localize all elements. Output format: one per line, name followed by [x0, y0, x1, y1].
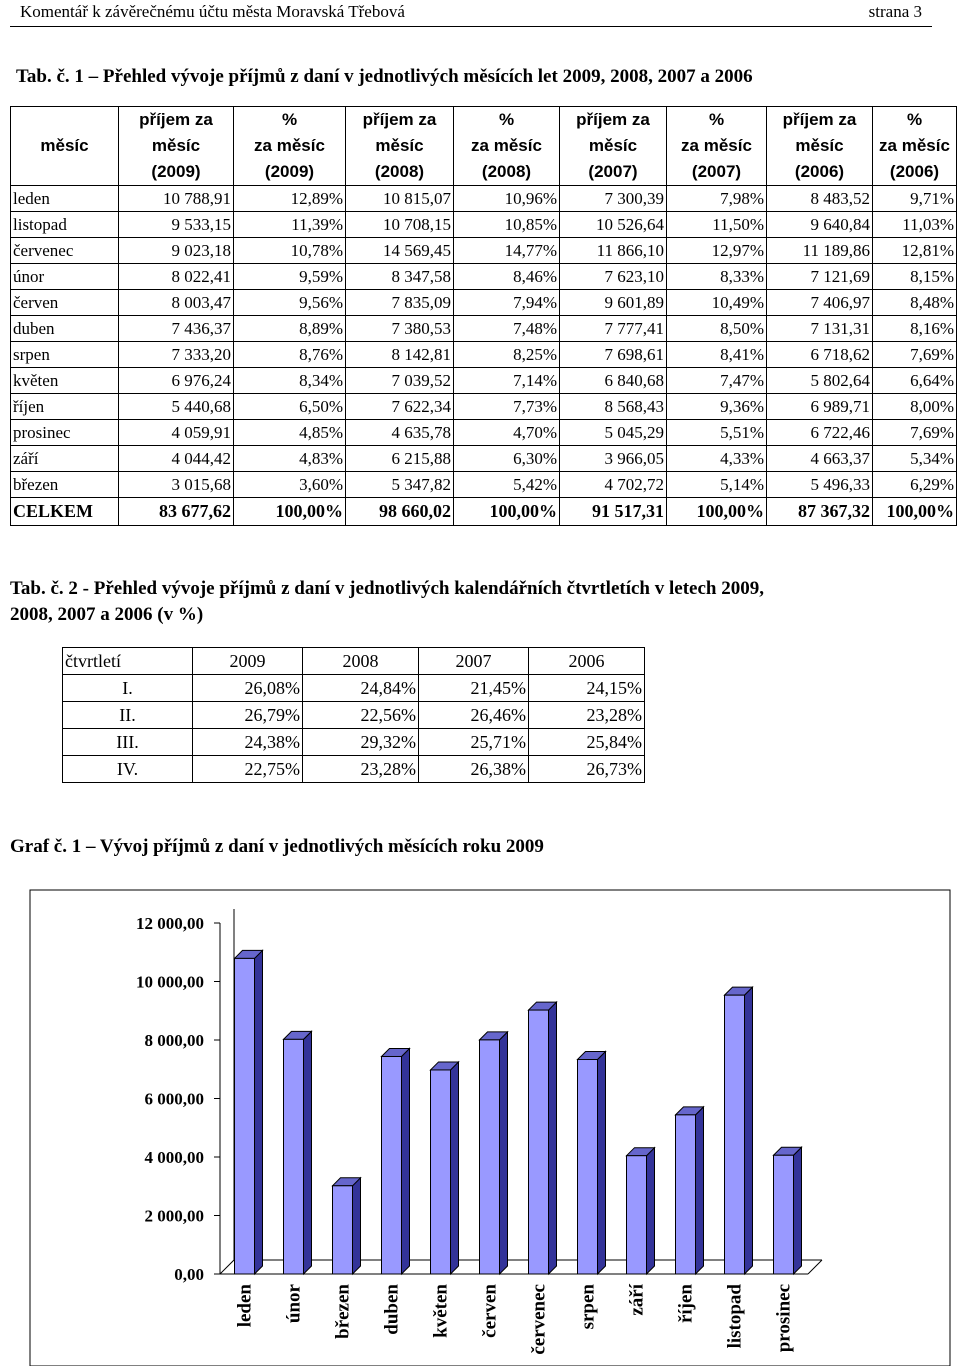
value-cell: 6,64%: [873, 368, 957, 394]
header-line: %: [498, 110, 515, 129]
value-cell: 23,28%: [303, 756, 419, 783]
bar-side: [255, 950, 263, 1274]
value-cell: 10 815,07: [346, 186, 454, 212]
bar: [627, 1156, 647, 1274]
table-row: [63, 756, 645, 783]
header-line: %: [281, 110, 298, 129]
bar: [235, 958, 255, 1274]
value-cell: 9 023,18: [119, 238, 234, 264]
x-tick-label: duben: [381, 1284, 403, 1335]
value-cell: 8,15%: [873, 264, 957, 290]
table-row: [11, 446, 957, 472]
value-cell: 8,89%: [234, 316, 346, 342]
value-cell: 8 022,41: [119, 264, 234, 290]
table-row: [11, 238, 957, 264]
value-cell: 5 440,68: [119, 394, 234, 420]
table2-caption-line1: Tab. č. 2 - Přehled vývoje příjmů z daní v jednotlivých kalendářních čtvrtletích v letech 2009,: [10, 578, 764, 599]
value-cell: 9,71%: [873, 186, 957, 212]
header-line: měsíc: [795, 136, 844, 155]
table2-body: [63, 675, 645, 783]
value-cell: 4 044,42: [119, 446, 234, 472]
bar: [529, 1010, 549, 1274]
value-cell: 11 189,86: [767, 238, 873, 264]
value-cell: 3,60%: [234, 472, 346, 498]
y-tick-label: 12 000,00: [136, 914, 204, 933]
value-cell: 7 436,37: [119, 316, 234, 342]
header-cell: [234, 107, 346, 186]
value-cell: 7 300,39: [560, 186, 667, 212]
value-cell: 9 601,89: [560, 290, 667, 316]
value-cell: 7 835,09: [346, 290, 454, 316]
table-row: [11, 212, 957, 238]
bar-side: [598, 1052, 606, 1274]
header-line: (2006): [889, 162, 940, 181]
value-cell: 7,98%: [667, 186, 767, 212]
value-cell: 29,32%: [303, 729, 419, 756]
table-row: [11, 420, 957, 446]
value-cell: 7,47%: [667, 368, 767, 394]
value-cell: 11,39%: [234, 212, 346, 238]
value-cell: 7,14%: [454, 368, 560, 394]
header-line: měsíc: [375, 136, 424, 155]
value-cell: 6,29%: [873, 472, 957, 498]
value-cell: 4 059,91: [119, 420, 234, 446]
value-cell: 21,45%: [419, 675, 529, 702]
total-row: [11, 498, 957, 526]
value-cell: 10 788,91: [119, 186, 234, 212]
x-tick-label: listopad: [724, 1284, 746, 1349]
total-value: 100,00%: [454, 498, 560, 526]
value-cell: 8,34%: [234, 368, 346, 394]
quarter-cell: II.: [63, 702, 193, 729]
value-cell: 5,34%: [873, 446, 957, 472]
header-line: měsíc: [151, 136, 201, 155]
value-cell: 6 840,68: [560, 368, 667, 394]
header-line: (2007): [588, 162, 638, 181]
value-cell: 4,70%: [454, 420, 560, 446]
table-row: [63, 702, 645, 729]
header-cell: [346, 107, 454, 186]
value-cell: 12,89%: [234, 186, 346, 212]
header-line: (2009): [264, 162, 315, 181]
bar: [431, 1070, 451, 1274]
value-cell: 6 989,71: [767, 394, 873, 420]
value-cell: 8,76%: [234, 342, 346, 368]
bar-side: [451, 1062, 459, 1274]
table2-header-row: [63, 648, 645, 675]
value-cell: 24,38%: [193, 729, 303, 756]
x-tick-label: květen: [430, 1284, 452, 1338]
header-line: (2009): [151, 162, 201, 181]
value-cell: 5 045,29: [560, 420, 667, 446]
month-cell: květen: [11, 368, 119, 394]
value-cell: 14 569,45: [346, 238, 454, 264]
value-cell: 6 976,24: [119, 368, 234, 394]
header-cell: 2009: [193, 648, 303, 675]
y-tick-label: 8 000,00: [144, 1031, 204, 1050]
table1-header: [11, 107, 957, 186]
table-row: [11, 186, 957, 212]
value-cell: 4,83%: [234, 446, 346, 472]
value-cell: 10 708,15: [346, 212, 454, 238]
bar-side: [500, 1032, 508, 1274]
header-line: příjem za: [782, 110, 857, 129]
month-cell: říjen: [11, 394, 119, 420]
header-cell: [560, 107, 667, 186]
value-cell: 3 966,05: [560, 446, 667, 472]
value-cell: 8,41%: [667, 342, 767, 368]
bar: [480, 1040, 500, 1274]
month-cell: září: [11, 446, 119, 472]
value-cell: 8 142,81: [346, 342, 454, 368]
header-line: příjem za: [362, 110, 437, 129]
value-cell: 26,46%: [419, 702, 529, 729]
value-cell: 8,48%: [873, 290, 957, 316]
bar: [578, 1060, 598, 1274]
table2-header: [63, 648, 645, 675]
bar-side: [353, 1178, 361, 1274]
value-cell: 22,75%: [193, 756, 303, 783]
value-cell: 7,73%: [454, 394, 560, 420]
header-cell: 2006: [529, 648, 645, 675]
total-value: 100,00%: [234, 498, 346, 526]
value-cell: 8 347,58: [346, 264, 454, 290]
table-row: [11, 368, 957, 394]
value-cell: 26,08%: [193, 675, 303, 702]
value-cell: 26,79%: [193, 702, 303, 729]
value-cell: 5 347,82: [346, 472, 454, 498]
value-cell: 10,96%: [454, 186, 560, 212]
value-cell: 26,38%: [419, 756, 529, 783]
value-cell: 4 663,37: [767, 446, 873, 472]
table-row: [11, 342, 957, 368]
value-cell: 9,59%: [234, 264, 346, 290]
value-cell: 7 698,61: [560, 342, 667, 368]
header-line: %: [708, 110, 725, 129]
bar-side: [304, 1031, 312, 1274]
value-cell: 10,49%: [667, 290, 767, 316]
header-line: za měsíc: [879, 136, 950, 155]
header-line: %: [906, 110, 923, 129]
value-cell: 7,94%: [454, 290, 560, 316]
header-line: za měsíc: [471, 136, 542, 155]
table-row: [11, 264, 957, 290]
header-cell: 2008: [303, 648, 419, 675]
value-cell: 7,69%: [873, 420, 957, 446]
value-cell: 8,00%: [873, 394, 957, 420]
x-tick-label: říjen: [675, 1284, 697, 1324]
header-line: (2007): [691, 162, 742, 181]
quarterly-table: [62, 647, 645, 783]
table-row: [11, 316, 957, 342]
x-tick-label: srpen: [577, 1284, 599, 1330]
x-tick-label: leden: [234, 1284, 256, 1328]
value-cell: 12,97%: [667, 238, 767, 264]
x-tick-label: září: [626, 1284, 648, 1316]
table1-body: [11, 186, 957, 526]
table-row: [63, 729, 645, 756]
value-cell: 6,30%: [454, 446, 560, 472]
header-cell: [119, 107, 234, 186]
header-line: měsíc: [588, 136, 638, 155]
value-cell: 7,69%: [873, 342, 957, 368]
value-cell: 7 039,52: [346, 368, 454, 394]
value-cell: 10 526,64: [560, 212, 667, 238]
value-cell: 5,14%: [667, 472, 767, 498]
bar: [725, 995, 745, 1274]
bar: [333, 1186, 353, 1274]
value-cell: 8,33%: [667, 264, 767, 290]
value-cell: 11,50%: [667, 212, 767, 238]
value-cell: 4,33%: [667, 446, 767, 472]
x-tick-label: červenec: [528, 1284, 550, 1355]
x-tick-label: únor: [283, 1284, 305, 1324]
value-cell: 24,15%: [529, 675, 645, 702]
month-cell: srpen: [11, 342, 119, 368]
quarter-cell: I.: [63, 675, 193, 702]
table1-header-row: [11, 107, 957, 186]
value-cell: 9 640,84: [767, 212, 873, 238]
x-tick-label: červen: [479, 1284, 501, 1338]
value-cell: 6,50%: [234, 394, 346, 420]
header-line: (2008): [374, 162, 425, 181]
table2-caption-line2: 2008, 2007 a 2006 (v %): [10, 604, 204, 625]
bar: [382, 1056, 402, 1274]
table-row: [11, 472, 957, 498]
bar-side: [794, 1147, 802, 1274]
y-tick-label: 4 000,00: [144, 1148, 204, 1167]
value-cell: 3 015,68: [119, 472, 234, 498]
value-cell: 7 121,69: [767, 264, 873, 290]
value-cell: 11 866,10: [560, 238, 667, 264]
header-line: (2008): [481, 162, 532, 181]
quarter-cell: IV.: [63, 756, 193, 783]
y-tick-label: 2 000,00: [144, 1206, 204, 1226]
month-cell: listopad: [11, 212, 119, 238]
value-cell: 9,56%: [234, 290, 346, 316]
value-cell: 10,78%: [234, 238, 346, 264]
total-value: 98 660,02: [346, 498, 454, 526]
total-value: 100,00%: [873, 498, 957, 526]
value-cell: 7 131,31: [767, 316, 873, 342]
value-cell: 6 718,62: [767, 342, 873, 368]
y-tick-label: 0,00: [174, 1265, 204, 1284]
page-header: [10, 0, 932, 27]
y-tick-label: 10 000,00: [136, 972, 204, 992]
value-cell: 24,84%: [303, 675, 419, 702]
value-cell: 7 380,53: [346, 316, 454, 342]
value-cell: 11,03%: [873, 212, 957, 238]
bar: [774, 1155, 794, 1274]
value-cell: 5 802,64: [767, 368, 873, 394]
table-row: [11, 290, 957, 316]
header-cell: 2007: [419, 648, 529, 675]
value-cell: 7 623,10: [560, 264, 667, 290]
value-cell: 5,51%: [667, 420, 767, 446]
header-cell: čtvrtletí: [63, 648, 193, 675]
bar-side: [402, 1048, 410, 1274]
month-cell: leden: [11, 186, 119, 212]
value-cell: 25,84%: [529, 729, 645, 756]
x-tick-label: březen: [332, 1284, 354, 1339]
value-cell: 4,85%: [234, 420, 346, 446]
header-line: za měsíc: [254, 136, 325, 155]
bar-side: [549, 1002, 557, 1274]
total-value: 87 367,32: [767, 498, 873, 526]
value-cell: 8,46%: [454, 264, 560, 290]
table-row: [63, 675, 645, 702]
value-cell: 23,28%: [529, 702, 645, 729]
header-cell: [767, 107, 873, 186]
header-line: příjem za: [139, 110, 213, 129]
month-cell: březen: [11, 472, 119, 498]
month-cell: červenec: [11, 238, 119, 264]
value-cell: 9,36%: [667, 394, 767, 420]
header-month: měsíc: [11, 107, 119, 186]
header-cell: [667, 107, 767, 186]
header-cell: [873, 107, 957, 186]
header-page-number: strana 3: [868, 2, 922, 21]
value-cell: 5 496,33: [767, 472, 873, 498]
table1-caption: Tab. č. 1 – Přehled vývoje příjmů z daní v jednotlivých měsících let 2009, 2008, 2007 a 2006: [16, 66, 753, 87]
monthly-revenue-bar-chart: [0, 880, 960, 1366]
value-cell: 8,50%: [667, 316, 767, 342]
value-cell: 8,16%: [873, 316, 957, 342]
value-cell: 12,81%: [873, 238, 957, 264]
value-cell: 7 406,97: [767, 290, 873, 316]
value-cell: 8 483,52: [767, 186, 873, 212]
total-value: 91 517,31: [560, 498, 667, 526]
monthly-revenue-table: [10, 106, 957, 526]
month-cell: prosinec: [11, 420, 119, 446]
bar-side: [745, 987, 753, 1274]
value-cell: 7 333,20: [119, 342, 234, 368]
value-cell: 6 722,46: [767, 420, 873, 446]
header-document-title: Komentář k závěrečnému účtu města Moravská Třebová: [20, 2, 405, 21]
value-cell: 6 215,88: [346, 446, 454, 472]
value-cell: 10,85%: [454, 212, 560, 238]
value-cell: 14,77%: [454, 238, 560, 264]
value-cell: 9 533,15: [119, 212, 234, 238]
quarter-cell: III.: [63, 729, 193, 756]
value-cell: 4 702,72: [560, 472, 667, 498]
value-cell: 5,42%: [454, 472, 560, 498]
month-cell: červen: [11, 290, 119, 316]
value-cell: 8 568,43: [560, 394, 667, 420]
bar-side: [647, 1148, 655, 1274]
value-cell: 4 635,78: [346, 420, 454, 446]
y-tick-label: 6 000,00: [144, 1089, 204, 1109]
header-line: (2006): [794, 162, 845, 181]
month-cell: únor: [11, 264, 119, 290]
total-value: 83 677,62: [119, 498, 234, 526]
header-cell: [454, 107, 560, 186]
value-cell: 8 003,47: [119, 290, 234, 316]
chart-caption: Graf č. 1 – Vývoj příjmů z daní v jednotlivých měsících roku 2009: [10, 836, 544, 857]
bar: [676, 1115, 696, 1274]
value-cell: 7 777,41: [560, 316, 667, 342]
x-tick-label: prosinec: [773, 1284, 795, 1353]
value-cell: 7,48%: [454, 316, 560, 342]
total-label: CELKEM: [11, 498, 119, 526]
header-line: příjem za: [576, 110, 650, 129]
value-cell: 8,25%: [454, 342, 560, 368]
value-cell: 26,73%: [529, 756, 645, 783]
table-row: [11, 394, 957, 420]
month-cell: duben: [11, 316, 119, 342]
value-cell: 7 622,34: [346, 394, 454, 420]
value-cell: 25,71%: [419, 729, 529, 756]
bar-side: [696, 1107, 704, 1274]
total-value: 100,00%: [667, 498, 767, 526]
bar: [284, 1039, 304, 1274]
value-cell: 22,56%: [303, 702, 419, 729]
header-line: za měsíc: [681, 136, 752, 155]
